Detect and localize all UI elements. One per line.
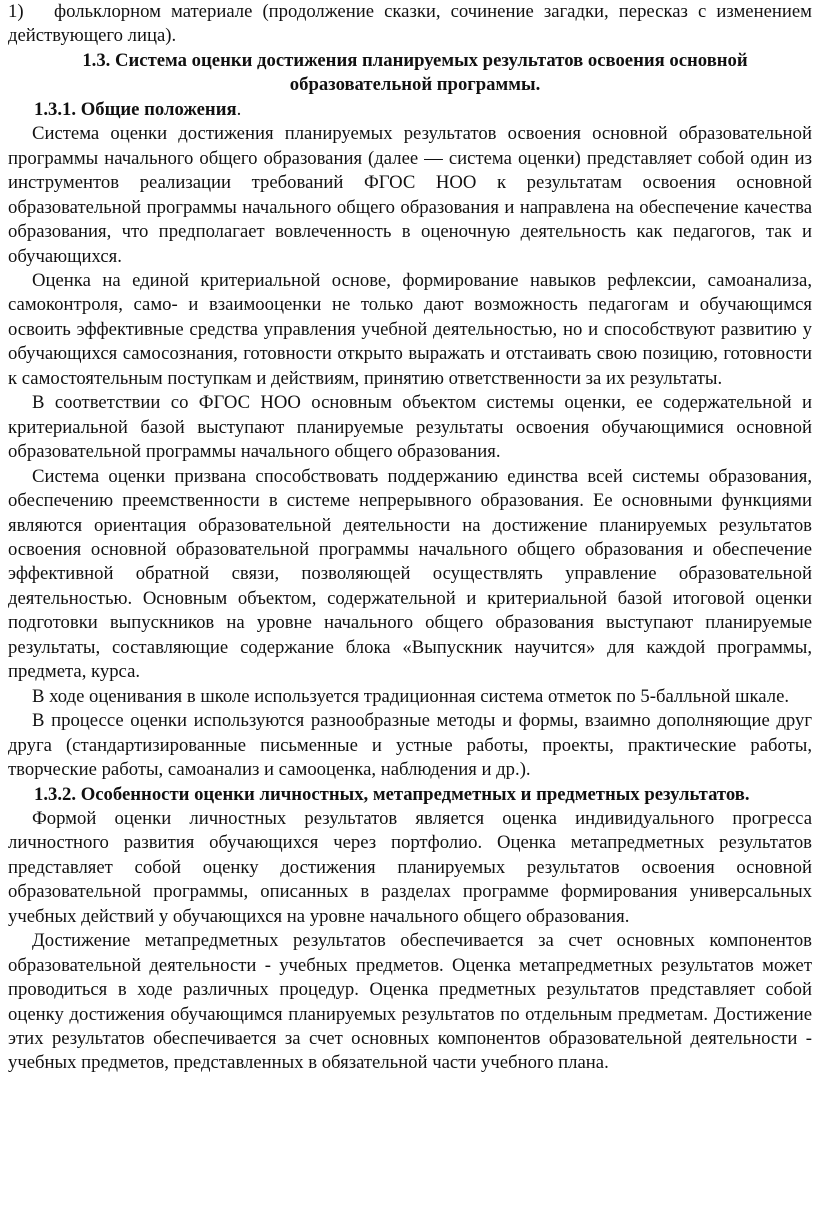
paragraph: Оценка на единой критериальной основе, формирование навыков рефлексии, самоанализа, самоконтроля, само- и взаимооценки не только дают возможность педагогам и обучающимся освоить эффективные средства управления учебной деятельностью, но и способствуют развитию у обучающихся самосознания, готовности открыто выражать и отстаивать свою позицию, готовности к самостоятельным поступкам и действиям, принятию ответственности за их результаты. bbox=[8, 269, 812, 389]
paragraph: В соответствии со ФГОС НОО основным объектом системы оценки, ее содержательной и критериальной базой выступают планируемые результаты освоения обучающимися основной образовательной программы начального общего образования. bbox=[8, 392, 812, 463]
intro-paragraph bbox=[8, 0, 812, 49]
intro-text: фольклорном материале (продолжение сказки, сочинение загадки, пересказ с изменением действующего лица). bbox=[8, 1, 812, 47]
paragraph: В ходе оценивания в школе используется традиционная система отметок по 5-балльной шкале. bbox=[32, 685, 790, 707]
section-heading-1-3-1 bbox=[8, 98, 812, 122]
section-heading-1-3-1-title: 1.3.1. Общие положения bbox=[34, 98, 237, 120]
paragraph: Формой оценки личностных результатов является оценка индивидуального прогресса личностного развития обучающихся через портфолио. Оценка метапредметных результатов представляет собой оценку достижения планируемых результатов освоения основной образовательной программы, описанных в разделах программе формирования универсальных учебных действий у обучающихся на уровне начального общего образования. bbox=[8, 807, 812, 927]
paragraph: Система оценки достижения планируемых результатов освоения основной образовательной программы начального общего образования (далее — система оценки) представляет собой один из инструментов реализации требований ФГОС НОО к результатам освоения основной образовательной программы начального общего образования и направлена на обеспечение качества образования, что предполагает вовлеченность в оценочную деятельность как педагогов, так и обучающихся. bbox=[8, 123, 812, 267]
section-heading-1-3: 1.3. Система оценки достижения планируемых результатов освоения основной образовательной программы. bbox=[82, 49, 748, 96]
paragraph: Система оценки призвана способствовать поддержанию единства всей системы образования, обеспечению преемственности в системе непрерывного образования. Ее основными функциями являются ориентация образовательной деятельности на достижение планируемых результатов освоения основной образовательной программы начального общего образования и обеспечение эффективной обратной связи, позволяющей осуществлять управление образовательной деятельностью. Основным объектом, содержательной и критериальной базой итоговой оценки подготовки выпускников на уровне начального общего образования выступают планируемые результаты, составляющие содержание блока «Выпускник научится» для каждой программы, предмета, курса. bbox=[8, 465, 812, 683]
paragraph: Достижение метапредметных результатов обеспечивается за счет основных компонентов образовательной деятельности - учебных предметов. Оценка метапредметных результатов может проводиться в ходе различных процедур. Оценка предметных результатов представляет собой оценку достижения обучающимся планируемых результатов по отдельным предметам. Достижение этих результатов обеспечивается за счет основных компонентов образовательной деятельности - учебных предметов, представленных в обязательной части учебного плана. bbox=[8, 930, 812, 1074]
list-number: 1) bbox=[8, 1, 24, 22]
section-heading-1-3-1-end: . bbox=[236, 98, 242, 120]
paragraph: В процессе оценки используются разнообразные методы и формы, взаимно дополняющие друг друга (стандартизированные письменные и устные работы, проекты, практические работы, творческие работы, самоанализ и самооценка, наблюдения и др.). bbox=[8, 710, 812, 781]
document-page bbox=[8, 0, 812, 1076]
section-heading-1-3-2: 1.3.2. Особенности оценки личностных, метапредметных и предметных результатов. bbox=[34, 783, 750, 805]
